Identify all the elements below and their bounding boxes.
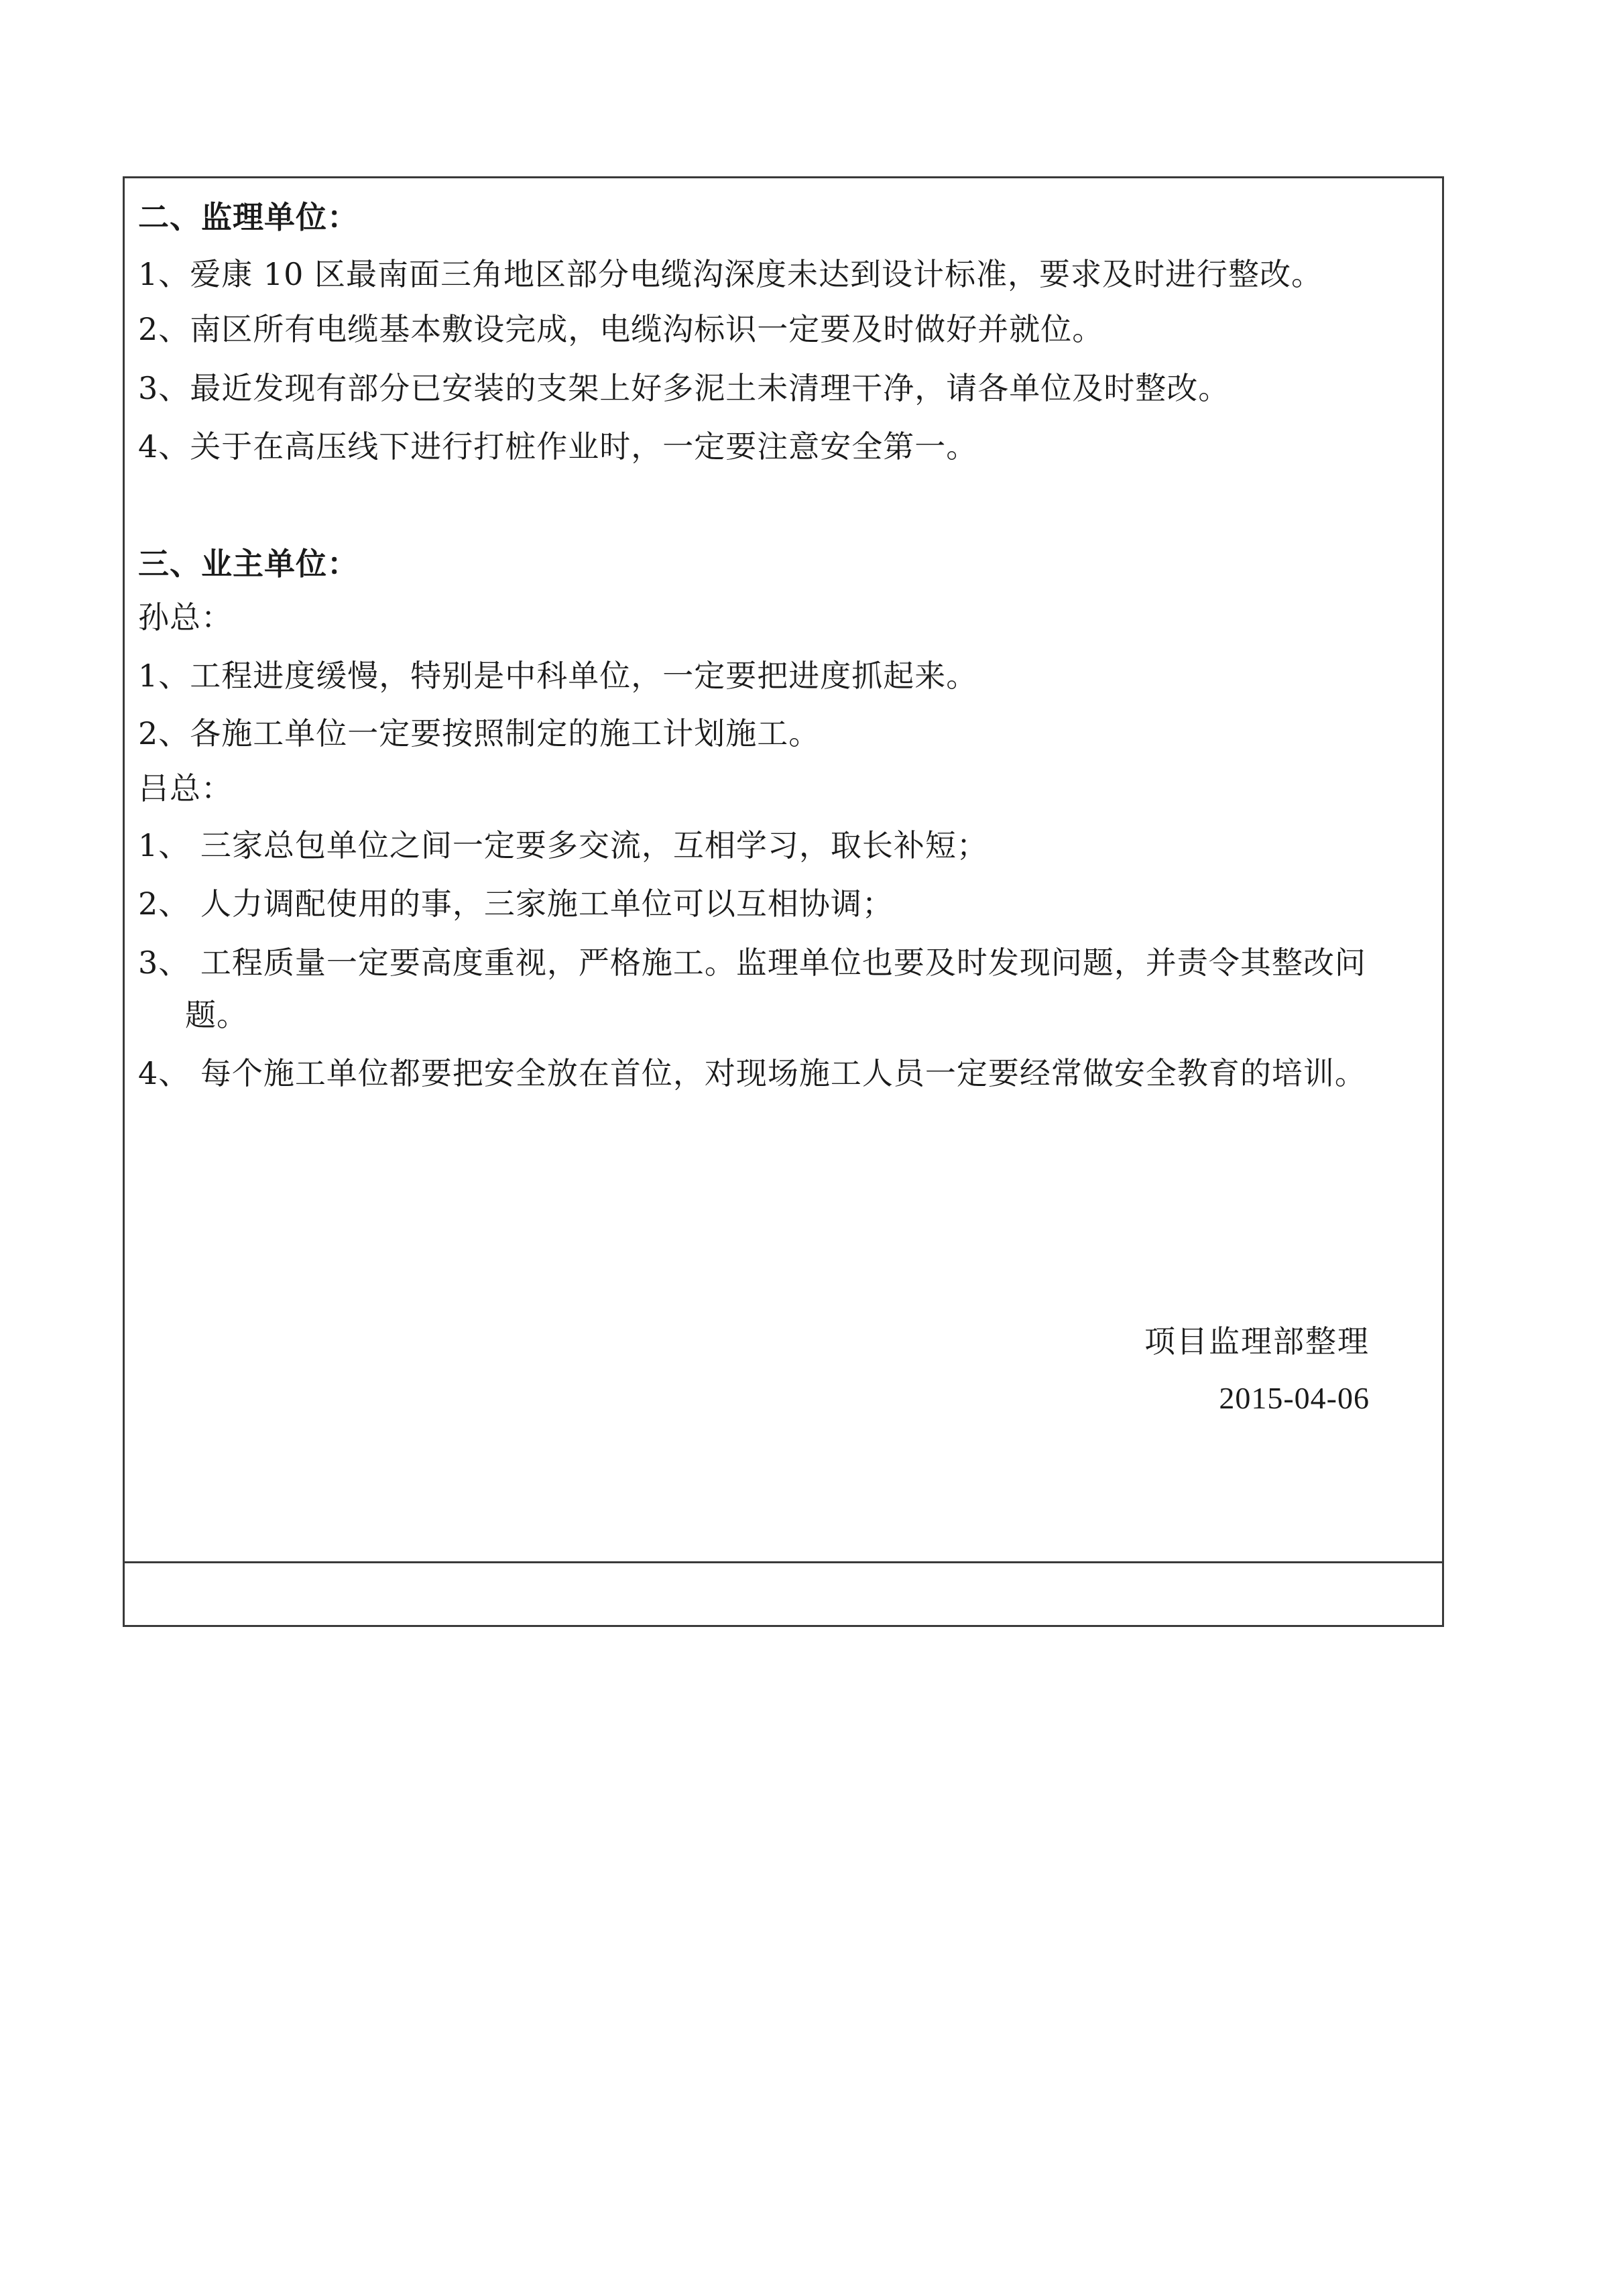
sun-item-1: 1、工程进度缓慢，特别是中科单位，一定要把进度抓起来。	[138, 658, 978, 694]
lv-item-3: 3、 工程质量一定要高度重视，严格施工。监理单位也要及时发现问题，并责令其整改问	[138, 945, 1366, 981]
sun-item-2: 2、各施工单位一定要按照制定的施工计划施工。	[138, 715, 821, 751]
supervision-item-3: 3、最近发现有部分已安装的支架上好多泥土未清理干净，请各单位及时整改。	[138, 370, 1230, 406]
supervision-item-2: 2、南区所有电缆基本敷设完成，电缆沟标识一定要及时做好并就位。	[138, 311, 1104, 347]
minutes-content-cell	[125, 178, 1442, 1563]
supervision-item-4: 4、关于在高压线下进行打桩作业时，一定要注意安全第一。	[138, 428, 978, 465]
minutes-table	[123, 176, 1444, 1627]
sun-name: 孙总：	[138, 599, 233, 636]
lv-item-4: 4、 每个施工单位都要把安全放在首位，对现场施工人员一定要经常做安全教育的培训。	[138, 1055, 1366, 1091]
lv-item-2: 2、 人力调配使用的事，三家施工单位可以互相协调；	[138, 886, 894, 922]
signature-date: 2015-04-06	[1219, 1381, 1370, 1415]
owner-heading: 三、业主单位：	[138, 546, 359, 582]
signature-org: 项目监理部整理	[1144, 1323, 1370, 1360]
minutes-footer-cell	[125, 1563, 1442, 1625]
lv-item-1: 1、 三家总包单位之间一定要多交流，互相学习，取长补短；	[138, 827, 988, 863]
lv-name: 吕总：	[138, 770, 233, 806]
supervision-item-1: 1、爱康 10 区最南面三角地区部分电缆沟深度未达到设计标准，要求及时进行整改。	[138, 256, 1323, 292]
lv-item-3-continued: 题。	[185, 997, 248, 1033]
supervision-heading: 二、监理单位：	[138, 199, 359, 235]
